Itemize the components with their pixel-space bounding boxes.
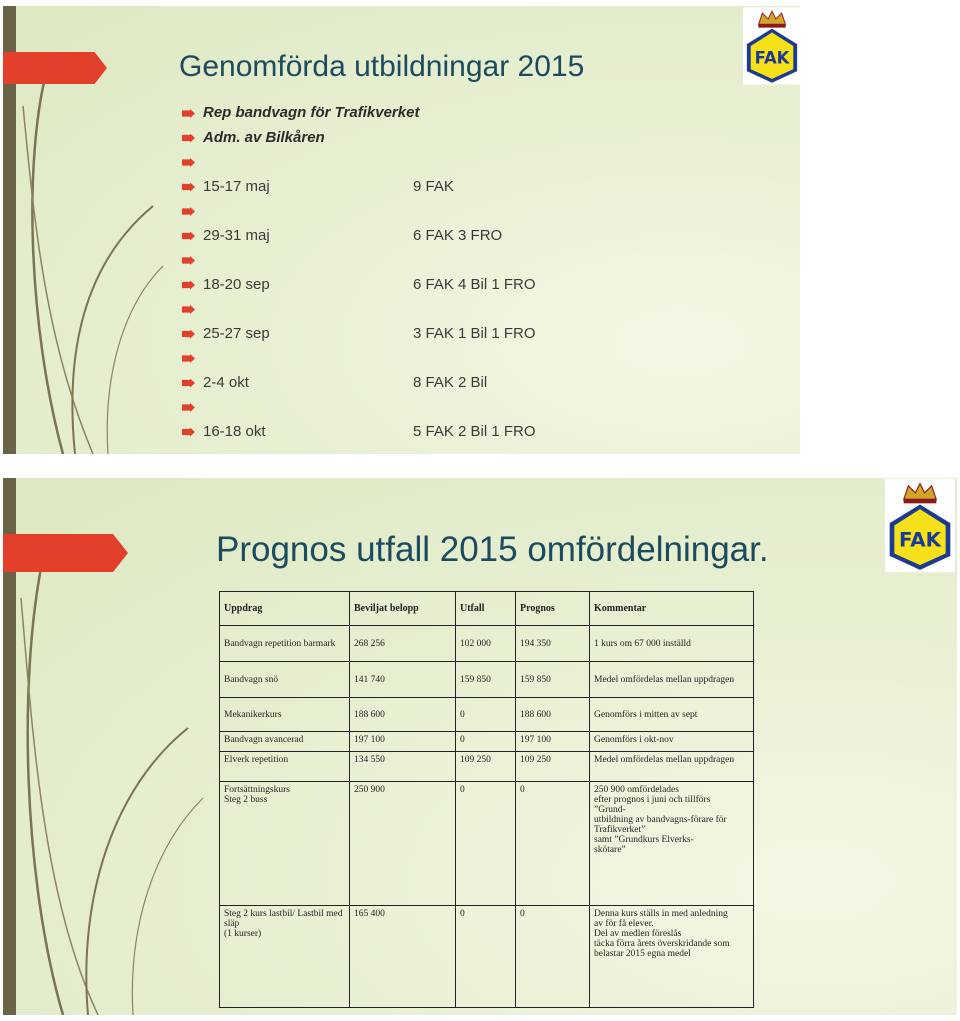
table-cell: 134 550 (350, 752, 456, 782)
table-cell: 0 (516, 782, 590, 906)
forecast-table (219, 591, 754, 1008)
table-row (220, 906, 754, 1008)
table-cell: 250 900 omfördelades efter prognos i juni och tillförs ”Grund- utbildning av bandvagns-förare för Trafikverket” samt ”Grundkurs Elverks- skötare” (590, 782, 754, 906)
table-cell: 188 600 (350, 698, 456, 732)
logo-text: FAK (899, 528, 941, 552)
table-row (220, 782, 754, 906)
title-arrow-shape (3, 52, 107, 84)
table-cell: 0 (456, 782, 516, 906)
column-header: Utfall (456, 592, 516, 626)
table-cell: Denna kurs ställs in med anledning av för få elever. Del av medlen föreslås täcka förra årets överskridande som belastar 2015 egna medel (590, 906, 754, 1008)
table-cell: Medel omfördelas mellan uppdragen (590, 752, 754, 782)
table-cell: 194 350 (516, 626, 590, 662)
table-cell: Elverk repetition (220, 752, 350, 782)
table-cell: 250 900 (350, 782, 456, 906)
table-row (220, 662, 754, 698)
table-cell: 188 600 (516, 698, 590, 732)
table-header-row (220, 592, 754, 626)
page-title: Prognos utfall 2015 omfördelningar. (216, 530, 769, 569)
page-title: Genomförda utbildningar 2015 (179, 50, 585, 83)
fak-logo (743, 6, 800, 86)
table-cell: 1 kurs om 67 000 inställd (590, 626, 754, 662)
slide-forecast (3, 478, 957, 1015)
table-cell: 0 (456, 698, 516, 732)
table-row (220, 698, 754, 732)
fak-logo (885, 478, 955, 573)
column-header: Uppdrag (220, 592, 350, 626)
table-cell: Fortsättningskurs Steg 2 buss (220, 782, 350, 906)
table-cell: 102 000 (456, 626, 516, 662)
table-row (220, 732, 754, 752)
table-cell: 109 250 (516, 752, 590, 782)
table-cell: 159 850 (456, 662, 516, 698)
table-cell: 0 (516, 906, 590, 1008)
table-cell: 165 400 (350, 906, 456, 1008)
title-arrow-shape (3, 534, 128, 572)
table-cell: Steg 2 kurs lastbil/ Lastbil med släp (1 kurser) (220, 906, 350, 1008)
table-cell: 0 (456, 732, 516, 752)
column-header: Prognos (516, 592, 590, 626)
table-cell: Genomförs i okt-nov (590, 732, 754, 752)
table-cell: 197 100 (350, 732, 456, 752)
table-row (220, 752, 754, 782)
table-cell: 268 256 (350, 626, 456, 662)
table-cell: 159 850 (516, 662, 590, 698)
table-cell: Mekanikerkurs (220, 698, 350, 732)
table-cell: Genomförs i mitten av sept (590, 698, 754, 732)
table-cell: Medel omfördelas mellan uppdragen (590, 662, 754, 698)
table-cell: 0 (456, 906, 516, 1008)
table-cell: 141 740 (350, 662, 456, 698)
slide-completed-trainings: Genomförda utbildningar 2015 FAK Rep bandvagn för Trafikverket Adm. av Bilkåren 15-17 maj 9 FAK 29-31 maj 6 FAK 3 FRO 18-20 sep 6 FAK 4 Bil 1 FRO 25-27 sep 3 FAK 1 Bil 1 FRO 2-4 okt 8 FAK 2 Bil 16-18 okt 5 FAK 2 Bil 1 FRO (3, 6, 800, 454)
column-header: Kommentar (590, 592, 754, 626)
table-cell: Bandvagn repetition barmark (220, 626, 350, 662)
table-cell: Bandvagn avancerad (220, 732, 350, 752)
table-row (220, 626, 754, 662)
logo-text: FAK (754, 48, 790, 68)
column-header: Beviljat belopp (350, 592, 456, 626)
table-cell: 109 250 (456, 752, 516, 782)
table-cell: Bandvagn snö (220, 662, 350, 698)
table-cell: 197 100 (516, 732, 590, 752)
